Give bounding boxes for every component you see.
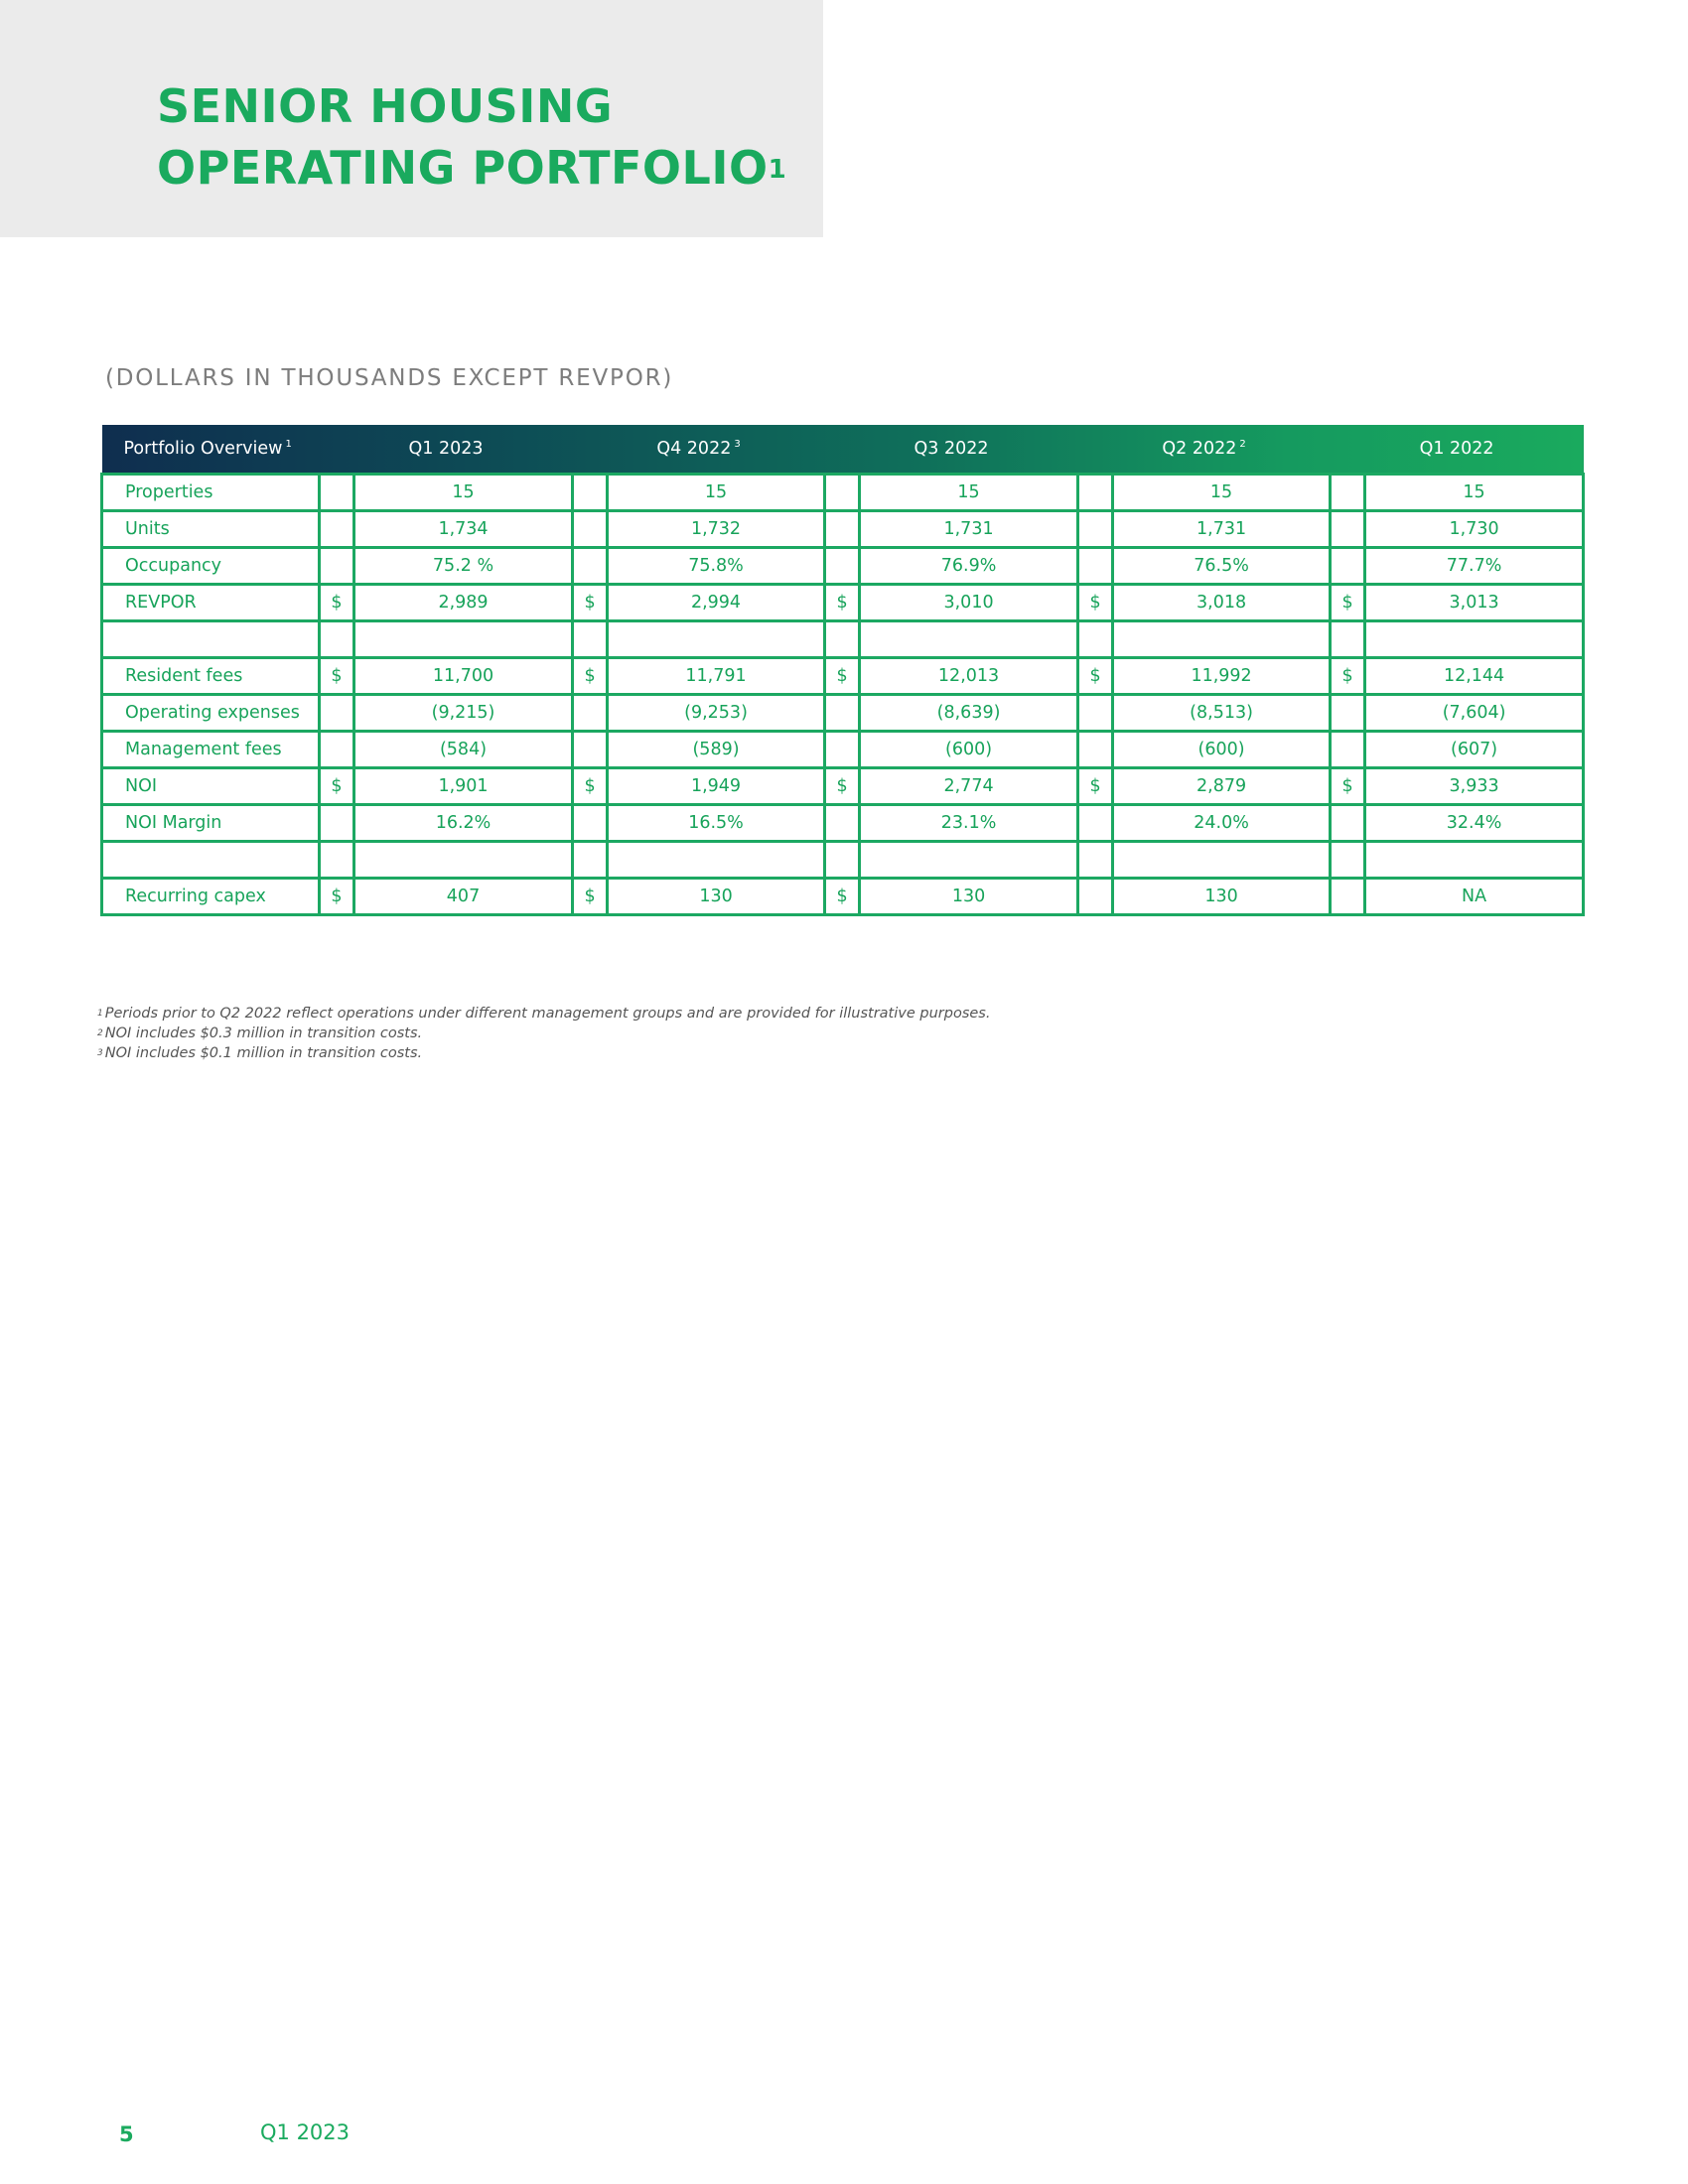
footnote-number: 1	[97, 1009, 103, 1019]
row-label: REVPOR	[102, 585, 320, 621]
currency-symbol	[1078, 842, 1113, 879]
table-row	[102, 475, 1584, 511]
cell-value: 11,700	[354, 658, 573, 695]
table-row	[102, 548, 1584, 585]
cell-value: NA	[1365, 879, 1584, 915]
cell-value: 2,994	[608, 585, 825, 621]
header-period-label: Q4 2022	[656, 439, 732, 459]
currency-symbol	[1078, 732, 1113, 768]
currency-symbol	[320, 842, 354, 879]
cell-value	[608, 621, 825, 658]
cell-value: 15	[860, 475, 1078, 511]
cell-value: (9,215)	[354, 695, 573, 732]
footnote-text: NOI includes $0.3 million in transition costs.	[104, 1025, 423, 1041]
title-block	[0, 0, 823, 237]
currency-symbol	[573, 475, 608, 511]
header-period-label: Q1 2022	[1419, 439, 1494, 459]
cell-value: (9,253)	[608, 695, 825, 732]
cell-value: 130	[860, 879, 1078, 915]
row-label: NOI	[102, 768, 320, 805]
cell-value: 407	[354, 879, 573, 915]
cell-value	[354, 621, 573, 658]
cell-value: (8,639)	[860, 695, 1078, 732]
cell-value: 12,013	[860, 658, 1078, 695]
cell-value: 11,791	[608, 658, 825, 695]
row-label: NOI Margin	[102, 805, 320, 842]
footnote-text: NOI includes $0.1 million in transition costs.	[104, 1045, 423, 1061]
currency-symbol	[1331, 879, 1365, 915]
currency-symbol	[320, 511, 354, 548]
currency-symbol: $	[320, 658, 354, 695]
currency-symbol: $	[1331, 768, 1365, 805]
cell-value: 12,144	[1365, 658, 1584, 695]
cell-value	[1113, 621, 1331, 658]
page-title	[157, 75, 786, 199]
currency-symbol: $	[1078, 585, 1113, 621]
currency-symbol	[573, 695, 608, 732]
header-period-sup: 3	[734, 439, 741, 450]
currency-symbol	[320, 732, 354, 768]
currency-symbol	[573, 842, 608, 879]
cell-value: 1,730	[1365, 511, 1584, 548]
table-subtitle: (DOLLARS IN THOUSANDS EXCEPT REVPOR)	[105, 365, 674, 391]
page-title-footnote-ref: 1	[768, 155, 787, 185]
currency-symbol	[1078, 805, 1113, 842]
cell-value: 130	[608, 879, 825, 915]
table-row	[102, 695, 1584, 732]
currency-symbol	[573, 511, 608, 548]
footnote	[97, 1024, 990, 1043]
currency-symbol	[1078, 695, 1113, 732]
table-row	[102, 621, 1584, 658]
currency-symbol: $	[320, 768, 354, 805]
table-row	[102, 511, 1584, 548]
cell-value: 1,732	[608, 511, 825, 548]
currency-symbol	[1331, 732, 1365, 768]
cell-value: 75.2 %	[354, 548, 573, 585]
currency-symbol: $	[1078, 768, 1113, 805]
header-period-2	[825, 425, 1078, 475]
cell-value: (584)	[354, 732, 573, 768]
cell-value: 16.5%	[608, 805, 825, 842]
currency-symbol	[320, 805, 354, 842]
currency-symbol	[1331, 621, 1365, 658]
currency-symbol: $	[573, 585, 608, 621]
footnote	[97, 1004, 990, 1024]
cell-value: 15	[1113, 475, 1331, 511]
header-period-1	[573, 425, 825, 475]
cell-value: (600)	[1113, 732, 1331, 768]
currency-symbol: $	[320, 879, 354, 915]
row-label	[102, 621, 320, 658]
currency-symbol	[825, 511, 860, 548]
header-label-sup: 1	[285, 439, 292, 450]
currency-symbol	[573, 548, 608, 585]
table-row	[102, 732, 1584, 768]
currency-symbol: $	[573, 658, 608, 695]
footnote-number: 3	[97, 1048, 103, 1058]
row-label	[102, 842, 320, 879]
footnotes	[97, 1004, 990, 1063]
currency-symbol: $	[573, 768, 608, 805]
row-label: Occupancy	[102, 548, 320, 585]
cell-value: 1,731	[1113, 511, 1331, 548]
row-label: Units	[102, 511, 320, 548]
currency-symbol	[825, 732, 860, 768]
header-period-label: Q2 2022	[1162, 439, 1237, 459]
cell-value: 24.0%	[1113, 805, 1331, 842]
cell-value: 1,901	[354, 768, 573, 805]
cell-value: 1,731	[860, 511, 1078, 548]
cell-value: 75.8%	[608, 548, 825, 585]
cell-value: 16.2%	[354, 805, 573, 842]
cell-value: 3,018	[1113, 585, 1331, 621]
cell-value	[1365, 621, 1584, 658]
currency-symbol: $	[825, 879, 860, 915]
footer-period: Q1 2023	[260, 2120, 351, 2144]
table-row	[102, 805, 1584, 842]
currency-symbol: $	[1331, 658, 1365, 695]
page-title-line-2	[157, 137, 786, 199]
header-period-0	[320, 425, 573, 475]
footnote-number: 2	[97, 1028, 103, 1038]
cell-value: 76.5%	[1113, 548, 1331, 585]
currency-symbol: $	[573, 879, 608, 915]
currency-symbol	[320, 695, 354, 732]
currency-symbol	[1078, 548, 1113, 585]
header-period-3	[1078, 425, 1331, 475]
cell-value: 15	[1365, 475, 1584, 511]
cell-value: (607)	[1365, 732, 1584, 768]
currency-symbol	[573, 732, 608, 768]
cell-value	[1365, 842, 1584, 879]
cell-value: 2,879	[1113, 768, 1331, 805]
currency-symbol	[1078, 621, 1113, 658]
cell-value: 15	[608, 475, 825, 511]
row-label: Resident fees	[102, 658, 320, 695]
cell-value: (589)	[608, 732, 825, 768]
currency-symbol	[825, 621, 860, 658]
row-label: Management fees	[102, 732, 320, 768]
footnote	[97, 1043, 990, 1063]
currency-symbol	[825, 475, 860, 511]
currency-symbol	[573, 805, 608, 842]
cell-value: 15	[354, 475, 573, 511]
cell-value: 130	[1113, 879, 1331, 915]
currency-symbol	[1078, 475, 1113, 511]
cell-value: 1,734	[354, 511, 573, 548]
cell-value: 11,992	[1113, 658, 1331, 695]
cell-value: 3,933	[1365, 768, 1584, 805]
header-period-label: Q1 2023	[408, 439, 484, 459]
cell-value: (8,513)	[1113, 695, 1331, 732]
currency-symbol	[1331, 842, 1365, 879]
header-period-4	[1331, 425, 1584, 475]
table-row	[102, 768, 1584, 805]
table-row	[102, 658, 1584, 695]
currency-symbol	[1331, 805, 1365, 842]
page-title-line-2-text: OPERATING PORTFOLIO	[157, 141, 769, 195]
currency-symbol	[1331, 695, 1365, 732]
currency-symbol	[1331, 548, 1365, 585]
cell-value	[608, 842, 825, 879]
row-label: Properties	[102, 475, 320, 511]
cell-value: (600)	[860, 732, 1078, 768]
currency-symbol	[320, 475, 354, 511]
currency-symbol: $	[825, 768, 860, 805]
cell-value: 2,774	[860, 768, 1078, 805]
cell-value: 1,949	[608, 768, 825, 805]
cell-value: (7,604)	[1365, 695, 1584, 732]
table-row	[102, 879, 1584, 915]
currency-symbol: $	[1078, 658, 1113, 695]
currency-symbol: $	[825, 585, 860, 621]
row-label: Recurring capex	[102, 879, 320, 915]
currency-symbol: $	[1331, 585, 1365, 621]
footnote-text: Periods prior to Q2 2022 reflect operations under different management groups and are provided for illustrative purposes.	[104, 1006, 991, 1022]
page-number: 5	[119, 2122, 134, 2146]
currency-symbol	[825, 548, 860, 585]
portfolio-overview-table	[100, 425, 1585, 916]
page-title-line-1: SENIOR HOUSING	[157, 79, 614, 133]
cell-value	[1113, 842, 1331, 879]
header-period-sup: 2	[1239, 439, 1246, 450]
cell-value	[860, 621, 1078, 658]
cell-value: 77.7%	[1365, 548, 1584, 585]
cell-value: 3,010	[860, 585, 1078, 621]
table-header-row	[102, 425, 1584, 475]
table-row	[102, 585, 1584, 621]
currency-symbol	[320, 548, 354, 585]
row-label: Operating expenses	[102, 695, 320, 732]
cell-value: 3,013	[1365, 585, 1584, 621]
currency-symbol	[825, 842, 860, 879]
cell-value: 76.9%	[860, 548, 1078, 585]
currency-symbol	[1078, 511, 1113, 548]
currency-symbol: $	[320, 585, 354, 621]
currency-symbol	[825, 695, 860, 732]
header-period-label: Q3 2022	[914, 439, 989, 459]
currency-symbol	[320, 621, 354, 658]
currency-symbol: $	[825, 658, 860, 695]
currency-symbol	[1078, 879, 1113, 915]
currency-symbol	[825, 805, 860, 842]
header-portfolio-overview	[102, 425, 320, 475]
currency-symbol	[1331, 475, 1365, 511]
cell-value: 32.4%	[1365, 805, 1584, 842]
cell-value: 23.1%	[860, 805, 1078, 842]
cell-value	[860, 842, 1078, 879]
currency-symbol	[573, 621, 608, 658]
cell-value	[354, 842, 573, 879]
table-row	[102, 842, 1584, 879]
currency-symbol	[1331, 511, 1365, 548]
header-label-text: Portfolio Overview	[123, 439, 283, 459]
cell-value: 2,989	[354, 585, 573, 621]
